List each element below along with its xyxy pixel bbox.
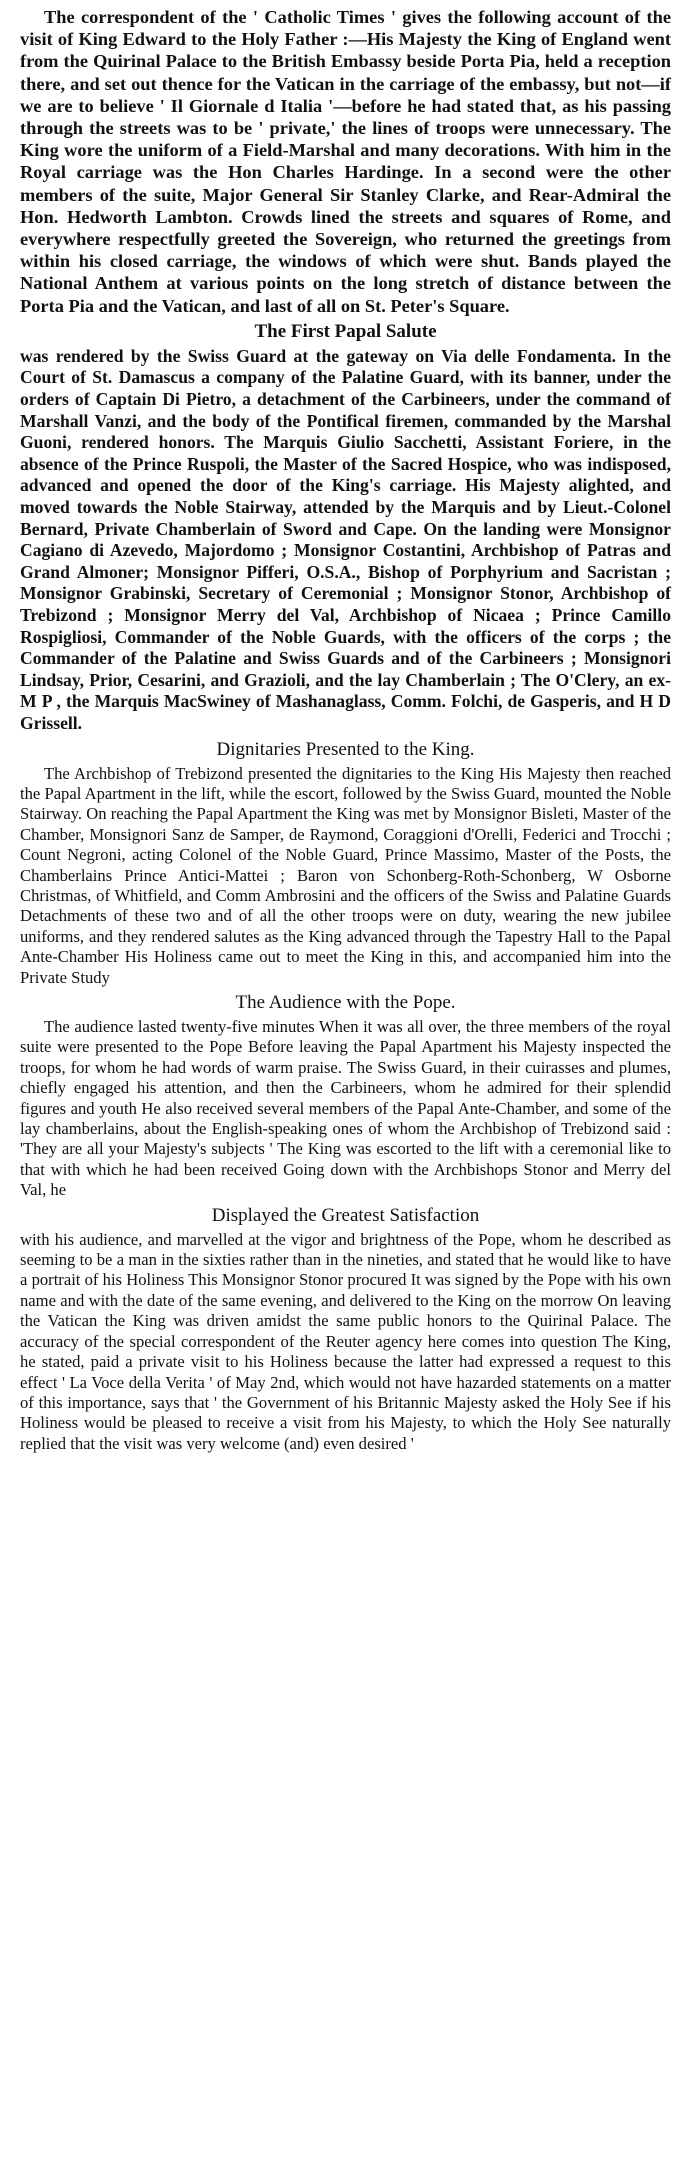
section-dignitaries: The Archbishop of Trebizond presented the dignitaries to the King His Majesty then reached the Papal Apartment in the lift, while the escort, followed by the Swiss Guard, mounted the Noble Stairway. On reaching the Papal Apartment the King was met by Monsignor Bisleti, Master of the Chamber, Monsignori Sanz de Samper, de Raymond, Coraggioni d'Orelli, Federici and Trocchi ; Count Negroni, acting Colonel of the Noble Guard, Prince Massimo, Master of the Posts, the Chamberlains Prince Antici-Mattei ; Baron von Schonberg-Roth-Schonberg, W Osborne Christmas, of Whitfield, and Comm Ambrosini and the officers of the Swiss and Palatine Guards Detachments of these two and of all the other troops were on duty, wearing the new jubilee uniforms, and they rendered salutes as the King advanced through the Tapestry Hall to the Papal Ante-Chamber His Holiness came out to meet the King in this, and accompanied him into the Private Study <box>20 763 671 987</box>
section-first-papal-salute: was rendered by the Swiss Guard at the gateway on Via delle Fondamenta. In the Court of St. Damascus a company of the Palatine Guard, with its banner, under the orders of Captain Di Pietro, a detachment of the Carbineers, under the command of Marshall Vanzi, and the body of the Pontifical firemen, commanded by the Marshal Guoni, rendered honors. The Marquis Giulio Sacchetti, Assistant Foriere, in the absence of the Prince Ruspoli, the Master of the Sacred Hospice, who was indisposed, advanced and opened the door of the King's carriage. His Majesty alighted, and moved towards the Noble Stairway, attended by the Marquis and by Lieut.-Colonel Bernard, Private Chamberlain of Sword and Cape. On the landing were Monsignor Cagiano di Azevedo, Majordomo ; Monsignor Costantini, Archbishop of Patras and Grand Almoner; Monsignor Pifferi, O.S.A., Bishop of Porphyrium and Sacristan ; Monsignor Grabinski, Secretary of Ceremonial ; Monsignor Stonor, Archbishop of Trebizond ; Monsignor Merry del Val, Archbishop of Nicaea ; Prince Camillo Rospigliosi, Commander of the Noble Guards, with the officers of the corps ; the Commander of the Palatine and Swiss Guards and of the Carbineers ; Monsignori Lindsay, Prior, Cesarini, and Grazioli, and the lay Chamberlain ; The O'Clery, an ex-M P , the Marquis MacSwiney of Mashanaglass, Comm. Folchi, de Gasperis, and H D Grissell. <box>20 345 671 733</box>
heading-dignitaries: Dignitaries Presented to the King. <box>216 738 475 760</box>
section-audience: The audience lasted twenty-five minutes When it was all over, the three members of the royal suite were presented to the Pope Before leaving the Papal Apartment his Majesty inspected the troops, for whom he had words of warm praise. The Swiss Guard, in their cuirasses and plumes, chiefly engaged his attention, and then the Carbineers, whom he admired for their splendid figures and youth He also received several members of the Papal Ante-Chamber, and some of the lay chamberlains, about the English-speaking ones of whom the Archbishop of Trebizond said : 'They are all your Majesty's subjects ' The King was escorted to the lift with a ceremonial like to that with which he had been received Going down with the Archbishops Stonor and Merry del Val, he <box>20 1017 671 1200</box>
section-greatest-satisfaction: with his audience, and marvelled at the vigor and brightness of the Pope, whom he described as seeming to be a man in the sixties rather than in the nineties, and stated that he would like to have a portrait of his Holiness This Monsignor Stonor procured It was signed by the Pope with his own name and with the date of the same evening, and delivered to the King on the morrow On leaving the Vatican the King was driven amidst the same public honors to the Quirinal Palace. The accuracy of the special correspondent of the Reuter agency here comes into question The King, he stated, paid a private visit to his Holiness because the latter had expressed a request to this effect ' La Voce della Verita ' of May 2nd, which would not have hazarded statements on a matter of this importance, says that ' the Government of his Britannic Majesty asked the Holy See if his Holiness would be pleased to receive a visit from his Majesty, to which the Holy See naturally replied that the visit was very welcome (and) even desired ' <box>20 1229 671 1453</box>
intro-paragraph: The correspondent of the ' Catholic Times ' gives the following account of the visit of King Edward to the Holy Father :—His Majesty the King of England went from the Quirinal Palace to the British Embassy beside Porta Pia, held a reception there, and set out thence for the Vatican in the carriage of the embassy, but not—if we are to believe ' Il Giornale d Italia '—before he had stated that, as his passing through the streets was to be ' private,' the lines of troops were unnecessary. The King wore the uniform of a Field-Marshal and many decorations. With him in the Royal carriage was the Hon Charles Hardinge. In a second were the other members of the suite, Major General Sir Stanley Clarke, and Rear-Admiral the Hon. Hedworth Lambton. Crowds lined the streets and squares of Rome, and everywhere respectfully greeted the Sovereign, who returned the greetings from within his closed carriage, the windows of which were shut. Bands played the National Anthem at various points on the long stretch of distance between the Porta Pia and the Vatican, and last of all on St. Peter's Square. <box>20 7 671 316</box>
heading-first-papal-salute: The First Papal Salute <box>254 320 437 342</box>
heading-greatest-satisfaction: Displayed the Greatest Satisfaction <box>211 1204 480 1226</box>
heading-audience: The Audience with the Pope. <box>235 992 456 1013</box>
